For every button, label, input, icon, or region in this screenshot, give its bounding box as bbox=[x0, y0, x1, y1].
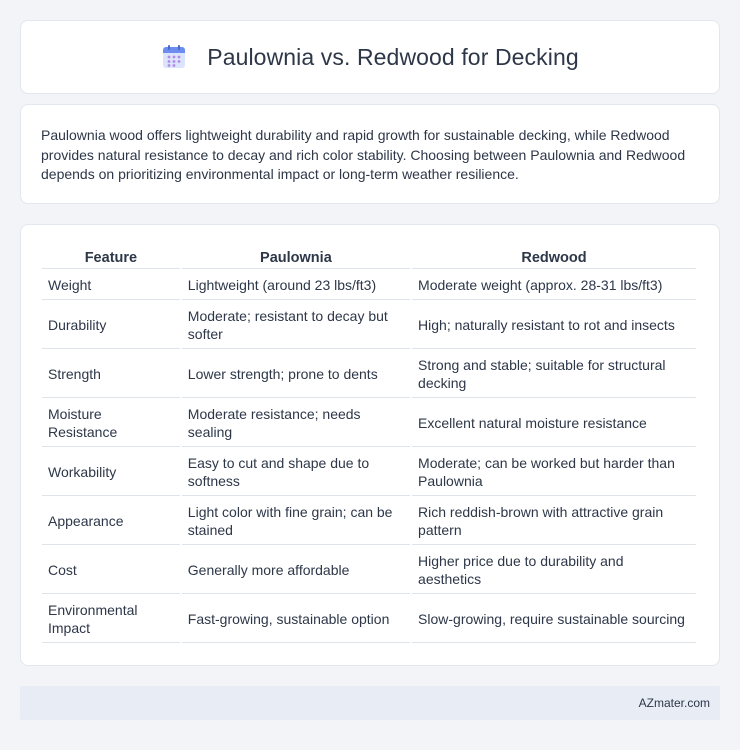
redwood-cell: High; naturally resistant to rot and insects bbox=[412, 300, 696, 349]
intro-text: Paulownia wood offers lightweight durability and rapid growth for sustainable decking, while Redwood provides natural resistance to decay and rich color stability. Choosing between Paulownia and Redwood depends on prioritizing environmental impact or long-term weather resilience. bbox=[41, 127, 686, 182]
table-row bbox=[42, 349, 696, 398]
title-card bbox=[20, 20, 720, 94]
comparison-table bbox=[40, 247, 698, 643]
feature-cell: Appearance bbox=[42, 496, 180, 545]
table-row bbox=[42, 496, 696, 545]
feature-cell: Environmental Impact bbox=[42, 594, 180, 643]
column-header-redwood: Redwood bbox=[412, 247, 696, 269]
feature-cell: Durability bbox=[42, 300, 180, 349]
feature-cell: Cost bbox=[42, 545, 180, 594]
table-row bbox=[42, 269, 696, 300]
feature-cell: Strength bbox=[42, 349, 180, 398]
title-wrap bbox=[161, 44, 579, 71]
redwood-cell: Moderate weight (approx. 28-31 lbs/ft3) bbox=[412, 269, 696, 300]
paulownia-cell: Easy to cut and shape due to softness bbox=[182, 447, 410, 496]
column-header-paulownia: Paulownia bbox=[182, 247, 410, 269]
paulownia-cell: Moderate; resistant to decay but softer bbox=[182, 300, 410, 349]
footer-bar bbox=[20, 686, 720, 720]
feature-cell: Weight bbox=[42, 269, 180, 300]
redwood-cell: Slow-growing, require sustainable sourcing bbox=[412, 594, 696, 643]
column-header-feature: Feature bbox=[42, 247, 180, 269]
paulownia-cell: Light color with fine grain; can be stained bbox=[182, 496, 410, 545]
table-header-row bbox=[42, 247, 696, 269]
table-row bbox=[42, 447, 696, 496]
table-row bbox=[42, 398, 696, 447]
table-row bbox=[42, 545, 696, 594]
redwood-cell: Moderate; can be worked but harder than Paulownia bbox=[412, 447, 696, 496]
feature-cell: Workability bbox=[42, 447, 180, 496]
table-row bbox=[42, 300, 696, 349]
redwood-cell: Higher price due to durability and aesthetics bbox=[412, 545, 696, 594]
paulownia-cell: Lightweight (around 23 lbs/ft3) bbox=[182, 269, 410, 300]
paulownia-cell: Moderate resistance; needs sealing bbox=[182, 398, 410, 447]
comparison-card bbox=[20, 224, 720, 666]
paulownia-cell: Generally more affordable bbox=[182, 545, 410, 594]
redwood-cell: Strong and stable; suitable for structural decking bbox=[412, 349, 696, 398]
paulownia-cell: Lower strength; prone to dents bbox=[182, 349, 410, 398]
paulownia-cell: Fast-growing, sustainable option bbox=[182, 594, 410, 643]
feature-cell: Moisture Resistance bbox=[42, 398, 180, 447]
table-row bbox=[42, 594, 696, 643]
footer-source-link[interactable]: AZmater.com bbox=[638, 696, 710, 710]
redwood-cell: Excellent natural moisture resistance bbox=[412, 398, 696, 447]
calendar-icon bbox=[161, 44, 187, 70]
intro-card bbox=[20, 104, 720, 204]
page-title: Paulownia vs. Redwood for Decking bbox=[207, 43, 579, 70]
redwood-cell: Rich reddish-brown with attractive grain pattern bbox=[412, 496, 696, 545]
